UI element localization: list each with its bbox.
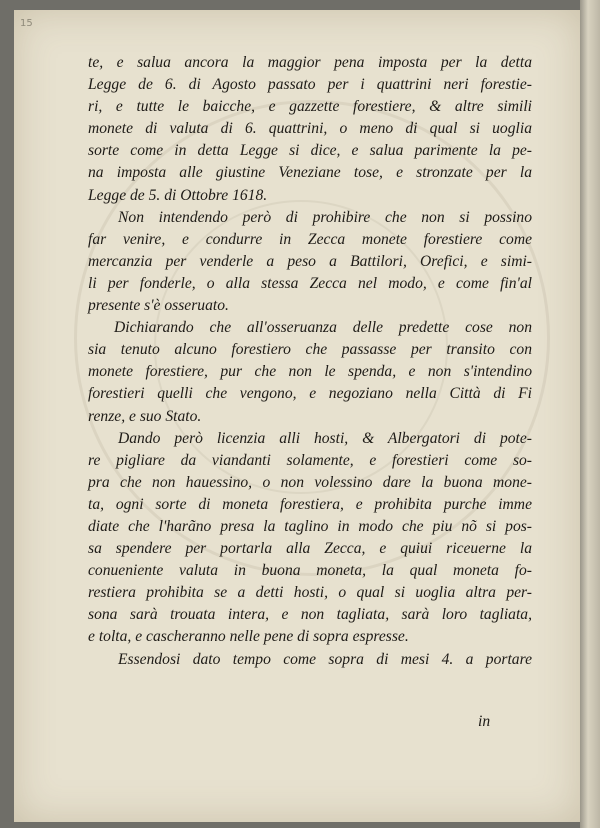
- text-line: conueniente valuta in buona moneta, la qual moneta fo-: [88, 562, 532, 580]
- text-line: restiera prohibita se a detti hosti, o qual si uoglia altra per-: [88, 584, 532, 602]
- text-line: e tolta, e cascheranno nelle pene di sopra espresse.: [88, 628, 409, 646]
- body-text: [88, 52, 532, 671]
- paragraph-start: Non intendendo però di prohibire che non si possino: [118, 208, 532, 226]
- text-line: sa spendere per portarla alla Zecca, e quiui riceuerne la: [88, 540, 532, 558]
- text-line: sona sarà trouata intera, e non tagliata, sarà loro tagliata,: [88, 606, 532, 624]
- paragraph-start: Dando però licenzia alli hosti, & Albergatori di pote-: [118, 429, 532, 447]
- text-line: te, e salua ancora la maggior pena imposta per la detta: [88, 54, 532, 71]
- text-line: monete di valuta di 6. quattrini, o meno di qual si uoglia: [88, 120, 532, 138]
- text-line: pra che non hauessino, o non volessino dare la buona mone-: [88, 473, 532, 491]
- text-line: Legge de 5. di Ottobre 1618.: [88, 186, 268, 204]
- next-page-edge: [580, 0, 600, 828]
- text-line: monete forestiere, pur che non le spenda, e non s'intendino: [88, 363, 532, 381]
- text-line: sia tenuto alcuno forestiero che passasse per transito con: [88, 341, 532, 359]
- text-line: re pigliare da viandanti solamente, e forestieri come so-: [88, 451, 532, 469]
- text-line: renze, e suo Stato.: [88, 407, 202, 425]
- text-line: ta, ogni sorte di moneta forestiera, e prohibita purche imme: [88, 495, 532, 513]
- paragraph-start: Essendosi dato tempo come sopra di mesi 4. a portare: [118, 650, 532, 668]
- text-line: sorte come in detta Legge si dice, e salua parimente la pe-: [88, 142, 532, 160]
- catchword: in: [478, 713, 491, 730]
- text-line: mercanzia per venderle a peso a Battilori, Orefici, e simi-: [88, 252, 532, 270]
- text-line: presente s'è osseruato.: [88, 297, 229, 315]
- text-line: li per fonderle, o alla stessa Zecca nel modo, e come fin'al: [88, 274, 532, 292]
- text-line: Legge de 6. di Agosto passato per i quattrini neri forestie-: [88, 76, 532, 94]
- text-line: forestieri quelli che vengono, e negoziano nella Città di Fi: [88, 385, 532, 403]
- text-line: na imposta alle giustine Veneziane tose, e stronzate per la: [88, 164, 532, 182]
- text-line: ri, e tutte le baicche, e gazzette forestiere, & altre simili: [88, 98, 532, 116]
- paragraph-start: Dichiarando che all'osseruanza delle predette cose non: [114, 319, 532, 337]
- corner-pencil-mark: 15: [20, 18, 33, 29]
- text-line: diate che l'harãno presa la taglino in modo che piu nõ si pos-: [88, 517, 532, 535]
- text-line: far venire, e condurre in Zecca monete forestiere come: [88, 230, 532, 248]
